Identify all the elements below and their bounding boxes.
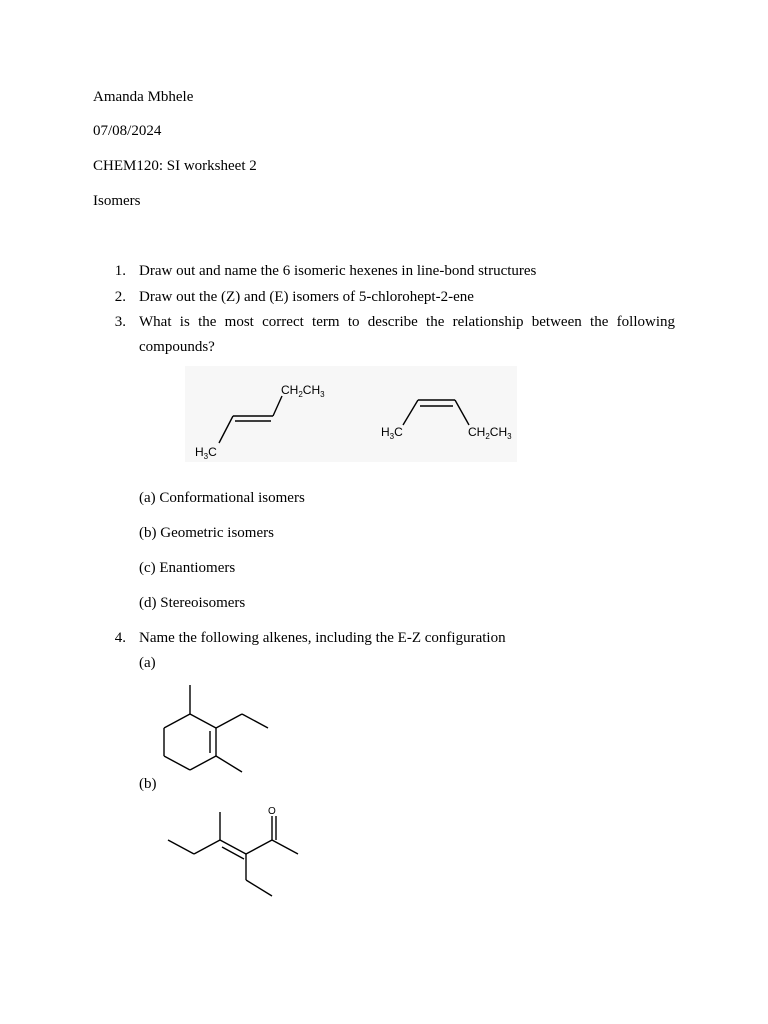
q3-option-d: (d) Stereoisomers (139, 595, 246, 611)
q3-structures-figure (185, 366, 517, 462)
ethyl-bond-1 (216, 714, 242, 728)
q4-part-a-label: (a) (139, 655, 156, 671)
terminal-methyl-bond (272, 840, 298, 854)
right-ethyl-label: $CH_2CH_3$ (468, 425, 512, 441)
question-4-text: Name the following alkenes, including the E-Z configuration (139, 630, 506, 646)
chain-bond-1 (168, 840, 194, 854)
q4a-cyclohexene-structure (150, 680, 280, 780)
question-3-number: 3. (114, 314, 126, 330)
author-name: Amanda Mbhele (93, 89, 194, 105)
q3-option-a: (a) Conformational isomers (139, 490, 305, 506)
question-3-text-line2: compounds? (139, 339, 215, 355)
question-4-number: 4. (114, 630, 126, 646)
ring-bond-6 (190, 714, 216, 728)
double-bond-inner (222, 847, 244, 859)
question-3-text-line1: What is the most correct term to describe the relationship between the following (139, 314, 675, 330)
question-1-text: Draw out and name the 6 isomeric hexenes in line-bond structures (139, 263, 537, 279)
question-1-number: 1. (114, 263, 126, 279)
q4b-alkene-ketone-structure (160, 800, 310, 905)
ethyl-branch-bond-2 (246, 880, 272, 896)
q3-option-b: (b) Geometric isomers (139, 525, 274, 541)
ring-bond-4 (190, 756, 216, 770)
topic-title: Isomers (93, 193, 141, 209)
question-2-number: 2. (114, 289, 126, 305)
course-title: CHEM120: SI worksheet 2 (93, 158, 257, 174)
chain-bond-2 (194, 840, 220, 854)
methyl-ring-bond (216, 756, 242, 772)
ring-bond-1 (164, 714, 190, 728)
figure-background (185, 366, 517, 462)
double-bond-outer (220, 840, 246, 854)
carbonyl-oxygen-label: O (268, 806, 276, 817)
ring-bond-3 (164, 756, 190, 770)
q3-option-c: (c) Enantiomers (139, 560, 236, 576)
right-methyl-label: $H_3C$ (381, 425, 403, 441)
q4-part-b-label: (b) (139, 776, 157, 792)
left-ethyl-label: $CH_2CH_3$ (281, 383, 325, 399)
ethyl-bond-2 (242, 714, 268, 728)
carbonyl-carbon-bond (246, 840, 272, 854)
left-methyl-label: $H_3C$ (195, 445, 217, 461)
date: 07/08/2024 (93, 123, 162, 139)
question-2-text: Draw out the (Z) and (E) isomers of 5-chlorohept-2-ene (139, 289, 474, 305)
